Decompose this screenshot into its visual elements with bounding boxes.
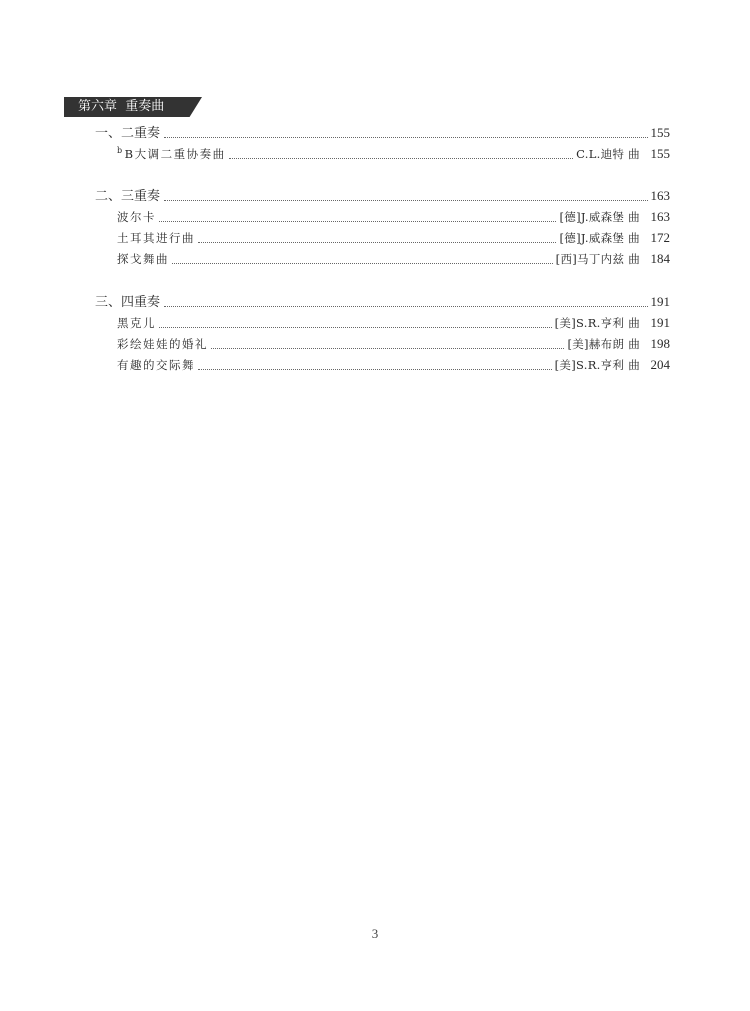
section-page-number: 191 bbox=[650, 294, 670, 309]
page-number: 3 bbox=[371, 926, 379, 941]
entry-page-number: 155 bbox=[650, 146, 670, 161]
entry-page-number: 191 bbox=[650, 315, 670, 330]
chapter-title: 第六章 重奏曲 bbox=[78, 99, 165, 114]
entry-page-number: 163 bbox=[650, 209, 670, 224]
toc-entry[interactable] bbox=[117, 314, 670, 332]
toc-entry[interactable] bbox=[117, 229, 670, 247]
entry-title: 有趣的交际舞 bbox=[117, 358, 195, 372]
dot-leader bbox=[172, 259, 553, 264]
entry-composer: [美]S.R.亨利 曲 bbox=[554, 358, 640, 372]
entry-title: 波尔卡 bbox=[117, 210, 156, 224]
entry-title: 彩绘娃娃的婚礼 bbox=[117, 337, 208, 351]
dot-leader bbox=[198, 365, 552, 370]
dot-leader bbox=[164, 302, 647, 307]
entry-composer: [德]J.威森堡 曲 bbox=[559, 231, 640, 245]
toc-section-quartet[interactable] bbox=[95, 293, 670, 311]
entry-page-number: 172 bbox=[650, 230, 670, 245]
toc-entry[interactable] bbox=[117, 208, 670, 226]
entry-composer: [美]赫布朗 曲 bbox=[567, 337, 640, 351]
entry-composer: [德]J.威森堡 曲 bbox=[559, 210, 640, 224]
entry-page-number: 198 bbox=[650, 336, 670, 351]
entry-title: 探戈舞曲 bbox=[117, 252, 169, 266]
dot-leader bbox=[198, 238, 556, 243]
entry-page-number: 204 bbox=[650, 357, 670, 372]
entry-title: $^b$B大调二重协奏曲 bbox=[117, 146, 226, 161]
toc-section-trio[interactable] bbox=[95, 187, 670, 205]
toc-entry[interactable] bbox=[117, 356, 670, 374]
section-title: 二、三重奏 bbox=[95, 189, 161, 204]
section-title: 三、四重奏 bbox=[95, 295, 161, 310]
entry-title: 土耳其进行曲 bbox=[117, 231, 195, 245]
entry-composer: [美]S.R.亨利 曲 bbox=[554, 316, 640, 330]
dot-leader bbox=[164, 196, 647, 201]
flat-sign: b bbox=[117, 146, 124, 155]
toc-entry[interactable] bbox=[117, 335, 670, 353]
entry-composer: [西]马丁内兹 曲 bbox=[555, 252, 640, 266]
toc-section-duet[interactable] bbox=[95, 124, 670, 142]
entry-page-number: 184 bbox=[650, 251, 670, 266]
toc-entry[interactable] bbox=[117, 250, 670, 268]
dot-leader bbox=[159, 217, 556, 222]
entry-title: 黑克儿 bbox=[117, 316, 156, 330]
section-page-number: 163 bbox=[650, 188, 670, 203]
dot-leader bbox=[211, 344, 564, 349]
dot-leader bbox=[229, 154, 574, 159]
section-title: 一、二重奏 bbox=[95, 126, 161, 141]
dot-leader bbox=[164, 133, 647, 138]
toc-entry[interactable] bbox=[117, 145, 670, 163]
section-page-number: 155 bbox=[650, 125, 670, 140]
dot-leader bbox=[159, 323, 552, 328]
entry-composer: C.L.迪特 曲 bbox=[576, 147, 640, 161]
